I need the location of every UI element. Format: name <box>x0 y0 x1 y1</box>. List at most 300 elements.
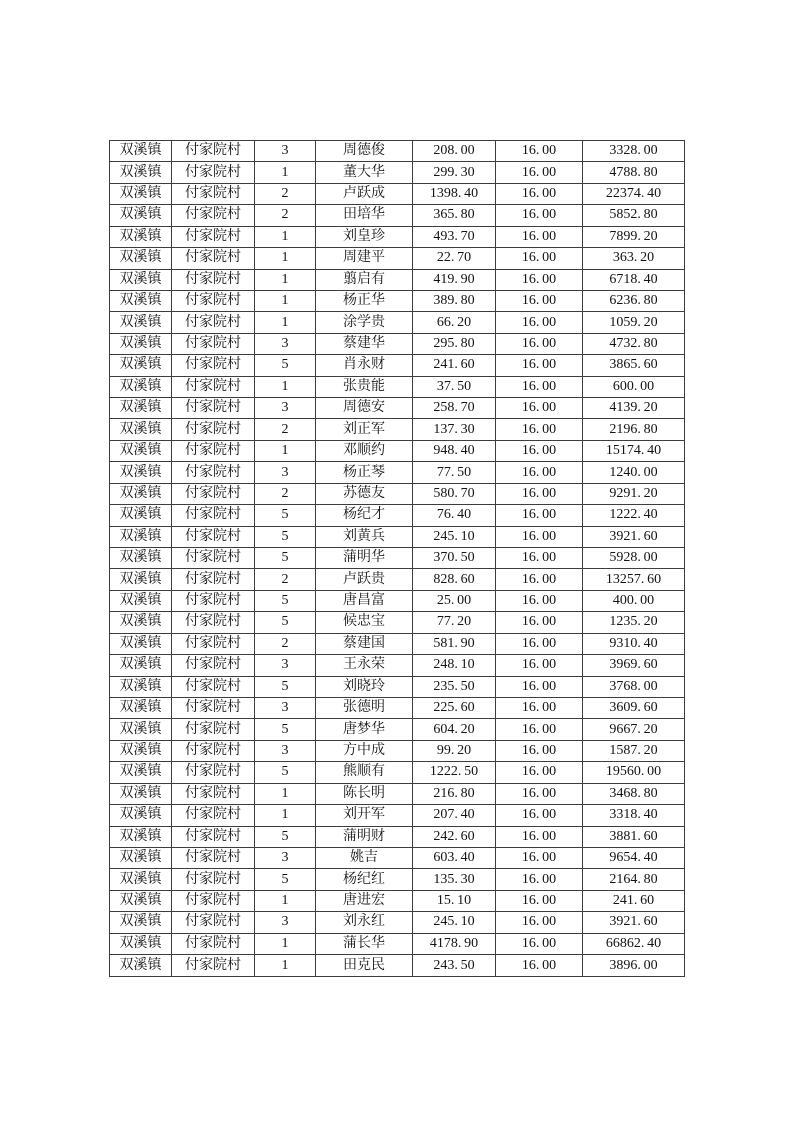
name-cell: 张德明 <box>316 697 413 718</box>
amount-cell: 135. 30 <box>413 869 496 890</box>
village-cell: 付家院村 <box>172 505 255 526</box>
name-cell: 田克民 <box>316 955 413 977</box>
amount-cell: 1398. 40 <box>413 183 496 204</box>
name-cell: 董大华 <box>316 162 413 183</box>
town-cell: 双溪镇 <box>110 440 172 461</box>
village-cell: 付家院村 <box>172 226 255 247</box>
amount-cell: 365. 80 <box>413 205 496 226</box>
table-row <box>110 462 685 483</box>
village-cell: 付家院村 <box>172 333 255 354</box>
town-cell: 双溪镇 <box>110 590 172 611</box>
table-row <box>110 826 685 847</box>
amount-cell: 208. 00 <box>413 141 496 162</box>
group-cell: 2 <box>255 633 316 654</box>
name-cell: 姚吉 <box>316 847 413 868</box>
total-cell: 1059. 20 <box>583 312 685 333</box>
group-cell: 1 <box>255 440 316 461</box>
town-cell: 双溪镇 <box>110 762 172 783</box>
total-cell: 13257. 60 <box>583 569 685 590</box>
group-cell: 1 <box>255 290 316 311</box>
total-cell: 2196. 80 <box>583 419 685 440</box>
group-cell: 2 <box>255 205 316 226</box>
rate-cell: 16. 00 <box>496 183 583 204</box>
table-row <box>110 290 685 311</box>
total-cell: 3865. 60 <box>583 355 685 376</box>
table-row <box>110 697 685 718</box>
group-cell: 2 <box>255 183 316 204</box>
town-cell: 双溪镇 <box>110 505 172 526</box>
rate-cell: 16. 00 <box>496 676 583 697</box>
total-cell: 19560. 00 <box>583 762 685 783</box>
total-cell: 400. 00 <box>583 590 685 611</box>
table-row <box>110 933 685 954</box>
town-cell: 双溪镇 <box>110 869 172 890</box>
total-cell: 9310. 40 <box>583 633 685 654</box>
village-cell: 付家院村 <box>172 462 255 483</box>
rate-cell: 16. 00 <box>496 162 583 183</box>
total-cell: 4788. 80 <box>583 162 685 183</box>
name-cell: 肖永财 <box>316 355 413 376</box>
town-cell: 双溪镇 <box>110 269 172 290</box>
rate-cell: 16. 00 <box>496 697 583 718</box>
rate-cell: 16. 00 <box>496 655 583 676</box>
village-cell: 付家院村 <box>172 141 255 162</box>
table-row <box>110 312 685 333</box>
amount-cell: 389. 80 <box>413 290 496 311</box>
rate-cell: 16. 00 <box>496 141 583 162</box>
name-cell: 王永荣 <box>316 655 413 676</box>
table-row <box>110 248 685 269</box>
amount-cell: 243. 50 <box>413 955 496 977</box>
rate-cell: 16. 00 <box>496 440 583 461</box>
village-cell: 付家院村 <box>172 912 255 933</box>
village-cell: 付家院村 <box>172 526 255 547</box>
payment-ledger-table <box>109 140 685 977</box>
rate-cell: 16. 00 <box>496 419 583 440</box>
total-cell: 3881. 60 <box>583 826 685 847</box>
name-cell: 方中成 <box>316 740 413 761</box>
total-cell: 5928. 00 <box>583 548 685 569</box>
name-cell: 田培华 <box>316 205 413 226</box>
town-cell: 双溪镇 <box>110 633 172 654</box>
village-cell: 付家院村 <box>172 805 255 826</box>
rate-cell: 16. 00 <box>496 226 583 247</box>
group-cell: 1 <box>255 269 316 290</box>
name-cell: 杨正琴 <box>316 462 413 483</box>
village-cell: 付家院村 <box>172 933 255 954</box>
town-cell: 双溪镇 <box>110 462 172 483</box>
group-cell: 1 <box>255 248 316 269</box>
town-cell: 双溪镇 <box>110 419 172 440</box>
name-cell: 陈长明 <box>316 783 413 804</box>
rate-cell: 16. 00 <box>496 548 583 569</box>
village-cell: 付家院村 <box>172 890 255 911</box>
table-row <box>110 419 685 440</box>
town-cell: 双溪镇 <box>110 226 172 247</box>
name-cell: 唐昌富 <box>316 590 413 611</box>
amount-cell: 242. 60 <box>413 826 496 847</box>
village-cell: 付家院村 <box>172 612 255 633</box>
group-cell: 5 <box>255 590 316 611</box>
total-cell: 1240. 00 <box>583 462 685 483</box>
rate-cell: 16. 00 <box>496 955 583 977</box>
village-cell: 付家院村 <box>172 548 255 569</box>
name-cell: 唐梦华 <box>316 719 413 740</box>
group-cell: 1 <box>255 933 316 954</box>
rate-cell: 16. 00 <box>496 805 583 826</box>
group-cell: 3 <box>255 141 316 162</box>
amount-cell: 4178. 90 <box>413 933 496 954</box>
amount-cell: 245. 10 <box>413 526 496 547</box>
group-cell: 3 <box>255 655 316 676</box>
table-row <box>110 912 685 933</box>
village-cell: 付家院村 <box>172 955 255 977</box>
town-cell: 双溪镇 <box>110 805 172 826</box>
amount-cell: 581. 90 <box>413 633 496 654</box>
name-cell: 周德安 <box>316 398 413 419</box>
table-row <box>110 398 685 419</box>
name-cell: 涂学贵 <box>316 312 413 333</box>
total-cell: 3969. 60 <box>583 655 685 676</box>
table-row <box>110 162 685 183</box>
rate-cell: 16. 00 <box>496 248 583 269</box>
rate-cell: 16. 00 <box>496 590 583 611</box>
total-cell: 3921. 60 <box>583 912 685 933</box>
town-cell: 双溪镇 <box>110 719 172 740</box>
total-cell: 3468. 80 <box>583 783 685 804</box>
village-cell: 付家院村 <box>172 183 255 204</box>
table-row <box>110 183 685 204</box>
total-cell: 1235. 20 <box>583 612 685 633</box>
amount-cell: 603. 40 <box>413 847 496 868</box>
table-row <box>110 612 685 633</box>
total-cell: 3318. 40 <box>583 805 685 826</box>
town-cell: 双溪镇 <box>110 248 172 269</box>
rate-cell: 16. 00 <box>496 569 583 590</box>
amount-cell: 22. 70 <box>413 248 496 269</box>
name-cell: 杨纪红 <box>316 869 413 890</box>
town-cell: 双溪镇 <box>110 398 172 419</box>
amount-cell: 604. 20 <box>413 719 496 740</box>
amount-cell: 299. 30 <box>413 162 496 183</box>
total-cell: 3768. 00 <box>583 676 685 697</box>
group-cell: 3 <box>255 697 316 718</box>
name-cell: 刘开军 <box>316 805 413 826</box>
total-cell: 3921. 60 <box>583 526 685 547</box>
group-cell: 3 <box>255 398 316 419</box>
total-cell: 3896. 00 <box>583 955 685 977</box>
rate-cell: 16. 00 <box>496 912 583 933</box>
town-cell: 双溪镇 <box>110 847 172 868</box>
name-cell: 周德俊 <box>316 141 413 162</box>
village-cell: 付家院村 <box>172 398 255 419</box>
table-row <box>110 548 685 569</box>
name-cell: 熊顺有 <box>316 762 413 783</box>
total-cell: 3328. 00 <box>583 141 685 162</box>
name-cell: 蒲长华 <box>316 933 413 954</box>
town-cell: 双溪镇 <box>110 162 172 183</box>
total-cell: 9667. 20 <box>583 719 685 740</box>
name-cell: 张贵能 <box>316 376 413 397</box>
amount-cell: 828. 60 <box>413 569 496 590</box>
amount-cell: 419. 90 <box>413 269 496 290</box>
town-cell: 双溪镇 <box>110 740 172 761</box>
amount-cell: 137. 30 <box>413 419 496 440</box>
village-cell: 付家院村 <box>172 419 255 440</box>
group-cell: 1 <box>255 376 316 397</box>
total-cell: 22374. 40 <box>583 183 685 204</box>
amount-cell: 241. 60 <box>413 355 496 376</box>
village-cell: 付家院村 <box>172 676 255 697</box>
amount-cell: 99. 20 <box>413 740 496 761</box>
total-cell: 5852. 80 <box>583 205 685 226</box>
amount-cell: 235. 50 <box>413 676 496 697</box>
group-cell: 5 <box>255 612 316 633</box>
rate-cell: 16. 00 <box>496 740 583 761</box>
group-cell: 2 <box>255 419 316 440</box>
table-row <box>110 483 685 504</box>
town-cell: 双溪镇 <box>110 676 172 697</box>
table-body <box>110 141 685 977</box>
town-cell: 双溪镇 <box>110 783 172 804</box>
table-row <box>110 569 685 590</box>
town-cell: 双溪镇 <box>110 205 172 226</box>
town-cell: 双溪镇 <box>110 483 172 504</box>
village-cell: 付家院村 <box>172 440 255 461</box>
group-cell: 1 <box>255 955 316 977</box>
total-cell: 363. 20 <box>583 248 685 269</box>
rate-cell: 16. 00 <box>496 333 583 354</box>
village-cell: 付家院村 <box>172 269 255 290</box>
group-cell: 5 <box>255 719 316 740</box>
total-cell: 15174. 40 <box>583 440 685 461</box>
amount-cell: 580. 70 <box>413 483 496 504</box>
rate-cell: 16. 00 <box>496 890 583 911</box>
name-cell: 卢跃贵 <box>316 569 413 590</box>
name-cell: 苏德友 <box>316 483 413 504</box>
group-cell: 1 <box>255 890 316 911</box>
rate-cell: 16. 00 <box>496 633 583 654</box>
village-cell: 付家院村 <box>172 740 255 761</box>
group-cell: 5 <box>255 762 316 783</box>
town-cell: 双溪镇 <box>110 933 172 954</box>
town-cell: 双溪镇 <box>110 312 172 333</box>
group-cell: 5 <box>255 505 316 526</box>
table-row <box>110 440 685 461</box>
town-cell: 双溪镇 <box>110 376 172 397</box>
name-cell: 刘永红 <box>316 912 413 933</box>
town-cell: 双溪镇 <box>110 569 172 590</box>
total-cell: 1587. 20 <box>583 740 685 761</box>
total-cell: 9654. 40 <box>583 847 685 868</box>
name-cell: 蒲明华 <box>316 548 413 569</box>
village-cell: 付家院村 <box>172 655 255 676</box>
amount-cell: 248. 10 <box>413 655 496 676</box>
rate-cell: 16. 00 <box>496 869 583 890</box>
group-cell: 5 <box>255 826 316 847</box>
group-cell: 5 <box>255 548 316 569</box>
name-cell: 刘正军 <box>316 419 413 440</box>
table-row <box>110 526 685 547</box>
village-cell: 付家院村 <box>172 312 255 333</box>
rate-cell: 16. 00 <box>496 505 583 526</box>
group-cell: 1 <box>255 162 316 183</box>
table-row <box>110 633 685 654</box>
rate-cell: 16. 00 <box>496 462 583 483</box>
name-cell: 刘黄兵 <box>316 526 413 547</box>
village-cell: 付家院村 <box>172 205 255 226</box>
village-cell: 付家院村 <box>172 590 255 611</box>
village-cell: 付家院村 <box>172 826 255 847</box>
town-cell: 双溪镇 <box>110 333 172 354</box>
table-row <box>110 869 685 890</box>
village-cell: 付家院村 <box>172 569 255 590</box>
name-cell: 蔡建国 <box>316 633 413 654</box>
group-cell: 5 <box>255 676 316 697</box>
rate-cell: 16. 00 <box>496 398 583 419</box>
total-cell: 600. 00 <box>583 376 685 397</box>
table-row <box>110 740 685 761</box>
rate-cell: 16. 00 <box>496 312 583 333</box>
amount-cell: 66. 20 <box>413 312 496 333</box>
amount-cell: 77. 50 <box>413 462 496 483</box>
name-cell: 刘晓玲 <box>316 676 413 697</box>
town-cell: 双溪镇 <box>110 355 172 376</box>
rate-cell: 16. 00 <box>496 290 583 311</box>
total-cell: 9291. 20 <box>583 483 685 504</box>
town-cell: 双溪镇 <box>110 826 172 847</box>
amount-cell: 295. 80 <box>413 333 496 354</box>
table-row <box>110 655 685 676</box>
group-cell: 5 <box>255 869 316 890</box>
village-cell: 付家院村 <box>172 483 255 504</box>
name-cell: 翦启有 <box>316 269 413 290</box>
name-cell: 杨纪才 <box>316 505 413 526</box>
total-cell: 6236. 80 <box>583 290 685 311</box>
amount-cell: 258. 70 <box>413 398 496 419</box>
group-cell: 3 <box>255 740 316 761</box>
amount-cell: 76. 40 <box>413 505 496 526</box>
table-row <box>110 505 685 526</box>
amount-cell: 493. 70 <box>413 226 496 247</box>
town-cell: 双溪镇 <box>110 955 172 977</box>
amount-cell: 25. 00 <box>413 590 496 611</box>
name-cell: 蔡建华 <box>316 333 413 354</box>
amount-cell: 37. 50 <box>413 376 496 397</box>
village-cell: 付家院村 <box>172 762 255 783</box>
name-cell: 蒲明财 <box>316 826 413 847</box>
total-cell: 1222. 40 <box>583 505 685 526</box>
name-cell: 邓顺约 <box>316 440 413 461</box>
group-cell: 1 <box>255 226 316 247</box>
amount-cell: 245. 10 <box>413 912 496 933</box>
table-row <box>110 719 685 740</box>
total-cell: 7899. 20 <box>583 226 685 247</box>
amount-cell: 1222. 50 <box>413 762 496 783</box>
village-cell: 付家院村 <box>172 162 255 183</box>
rate-cell: 16. 00 <box>496 205 583 226</box>
rate-cell: 16. 00 <box>496 355 583 376</box>
total-cell: 66862. 40 <box>583 933 685 954</box>
amount-cell: 948. 40 <box>413 440 496 461</box>
table-row <box>110 333 685 354</box>
rate-cell: 16. 00 <box>496 762 583 783</box>
table-row <box>110 205 685 226</box>
rate-cell: 16. 00 <box>496 612 583 633</box>
group-cell: 5 <box>255 526 316 547</box>
village-cell: 付家院村 <box>172 869 255 890</box>
group-cell: 1 <box>255 805 316 826</box>
table-row <box>110 590 685 611</box>
rate-cell: 16. 00 <box>496 719 583 740</box>
name-cell: 杨正华 <box>316 290 413 311</box>
table-row <box>110 376 685 397</box>
total-cell: 6718. 40 <box>583 269 685 290</box>
town-cell: 双溪镇 <box>110 697 172 718</box>
rate-cell: 16. 00 <box>496 783 583 804</box>
table-row <box>110 676 685 697</box>
table-row <box>110 355 685 376</box>
total-cell: 2164. 80 <box>583 869 685 890</box>
village-cell: 付家院村 <box>172 847 255 868</box>
table-row <box>110 141 685 162</box>
rate-cell: 16. 00 <box>496 269 583 290</box>
amount-cell: 77. 20 <box>413 612 496 633</box>
rate-cell: 16. 00 <box>496 483 583 504</box>
table-row <box>110 955 685 977</box>
total-cell: 3609. 60 <box>583 697 685 718</box>
village-cell: 付家院村 <box>172 248 255 269</box>
rate-cell: 16. 00 <box>496 376 583 397</box>
table-row <box>110 847 685 868</box>
amount-cell: 370. 50 <box>413 548 496 569</box>
group-cell: 1 <box>255 783 316 804</box>
town-cell: 双溪镇 <box>110 141 172 162</box>
table-row <box>110 805 685 826</box>
name-cell: 卢跃成 <box>316 183 413 204</box>
village-cell: 付家院村 <box>172 633 255 654</box>
amount-cell: 216. 80 <box>413 783 496 804</box>
rate-cell: 16. 00 <box>496 933 583 954</box>
rate-cell: 16. 00 <box>496 526 583 547</box>
village-cell: 付家院村 <box>172 783 255 804</box>
town-cell: 双溪镇 <box>110 912 172 933</box>
amount-cell: 15. 10 <box>413 890 496 911</box>
group-cell: 3 <box>255 462 316 483</box>
town-cell: 双溪镇 <box>110 290 172 311</box>
name-cell: 唐进宏 <box>316 890 413 911</box>
town-cell: 双溪镇 <box>110 655 172 676</box>
village-cell: 付家院村 <box>172 355 255 376</box>
group-cell: 1 <box>255 312 316 333</box>
total-cell: 4732. 80 <box>583 333 685 354</box>
group-cell: 5 <box>255 355 316 376</box>
village-cell: 付家院村 <box>172 697 255 718</box>
name-cell: 候忠宝 <box>316 612 413 633</box>
town-cell: 双溪镇 <box>110 526 172 547</box>
amount-cell: 207. 40 <box>413 805 496 826</box>
table-row <box>110 890 685 911</box>
town-cell: 双溪镇 <box>110 548 172 569</box>
rate-cell: 16. 00 <box>496 847 583 868</box>
total-cell: 241. 60 <box>583 890 685 911</box>
total-cell: 4139. 20 <box>583 398 685 419</box>
rate-cell: 16. 00 <box>496 826 583 847</box>
group-cell: 3 <box>255 333 316 354</box>
name-cell: 周建平 <box>316 248 413 269</box>
group-cell: 3 <box>255 847 316 868</box>
name-cell: 刘皇珍 <box>316 226 413 247</box>
